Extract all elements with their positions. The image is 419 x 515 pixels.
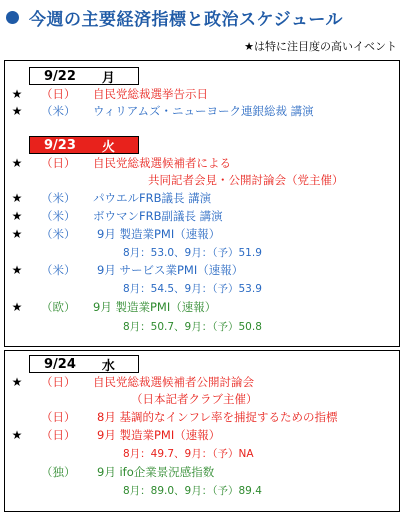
star-icon: ★ [11,208,23,223]
star-icon: ★ [11,226,23,241]
region-label: （独） [41,464,76,479]
weekday-label: 月 [101,70,115,86]
page-title [6,6,343,28]
star-icon: ★ [11,262,23,277]
event-text: ボウマンFRB副議長 講演 [93,208,223,223]
star-icon: ★ [11,427,23,442]
legend-note: ★は特に注目度の高いイベント [244,40,397,53]
region-label: （欧） [41,299,76,314]
star-icon: ★ [11,155,23,170]
region-label: （米） [41,208,76,223]
star-icon: ★ [11,299,23,314]
event-detail: 8月：49.7、9月：（予）NA [123,448,254,460]
weekday-label: 水 [101,358,115,374]
event-text-line2: （日本記者クラブ主催） [131,391,258,406]
region-label: （米） [41,190,76,205]
event-detail: 8月：89.0、9月：（予）89.4 [123,485,262,497]
bullet-dot-icon [6,11,19,24]
event-text: 自民党総裁選候補者公開討論会 [93,374,254,389]
region-label: （日） [41,374,76,389]
event-text: 9月 サービス業PMI（速報） [97,262,244,277]
event-text: ウィリアムズ・ニューヨーク連銀総裁 講演 [93,103,314,118]
date-header-0923 [29,136,139,154]
region-label: （米） [41,103,76,118]
schedule-panel-2 [4,350,400,512]
region-label: （日） [41,409,76,424]
star-icon: ★ [11,374,23,389]
date-label: 9/23 [44,137,76,153]
weekday-label: 火 [101,139,115,155]
region-label: （日） [41,427,76,442]
event-text: パウエルFRB議長 講演 [93,190,212,205]
date-label: 9/22 [44,68,76,84]
event-text: 自民党総裁選挙告示日 [93,86,208,101]
schedule-panel-1 [4,60,400,347]
region-label: （米） [41,226,76,241]
event-text: 自民党総裁選候補者による [93,155,231,170]
star-icon: ★ [11,103,23,118]
date-header-0924 [29,355,139,373]
event-detail: 8月：54.5、9月：（予）53.9 [123,283,262,295]
date-header-0922 [29,67,139,85]
event-text: 9月 製造業PMI（速報） [97,427,221,442]
event-text: 8月 基調的なインフレ率を捕捉するための指標 [97,409,338,424]
star-icon: ★ [11,190,23,205]
region-label: （米） [41,262,76,277]
page-title-text: 今週の主要経済指標と政治スケジュール [29,9,343,30]
region-label: （日） [41,155,76,170]
date-label: 9/24 [44,356,76,372]
event-text: 9月 製造業PMI（速報） [93,299,217,314]
event-text: 9月 製造業PMI（速報） [97,226,221,241]
event-text-line2: 共同記者会見・公開討論会（党主催） [148,172,344,187]
star-icon: ★ [11,86,23,101]
region-label: （日） [41,86,76,101]
event-detail: 8月：50.7、9月：（予）50.8 [123,321,262,333]
event-text: 9月 ifo企業景況感指数 [97,464,215,479]
event-detail: 8月：53.0、9月：（予）51.9 [123,247,262,259]
